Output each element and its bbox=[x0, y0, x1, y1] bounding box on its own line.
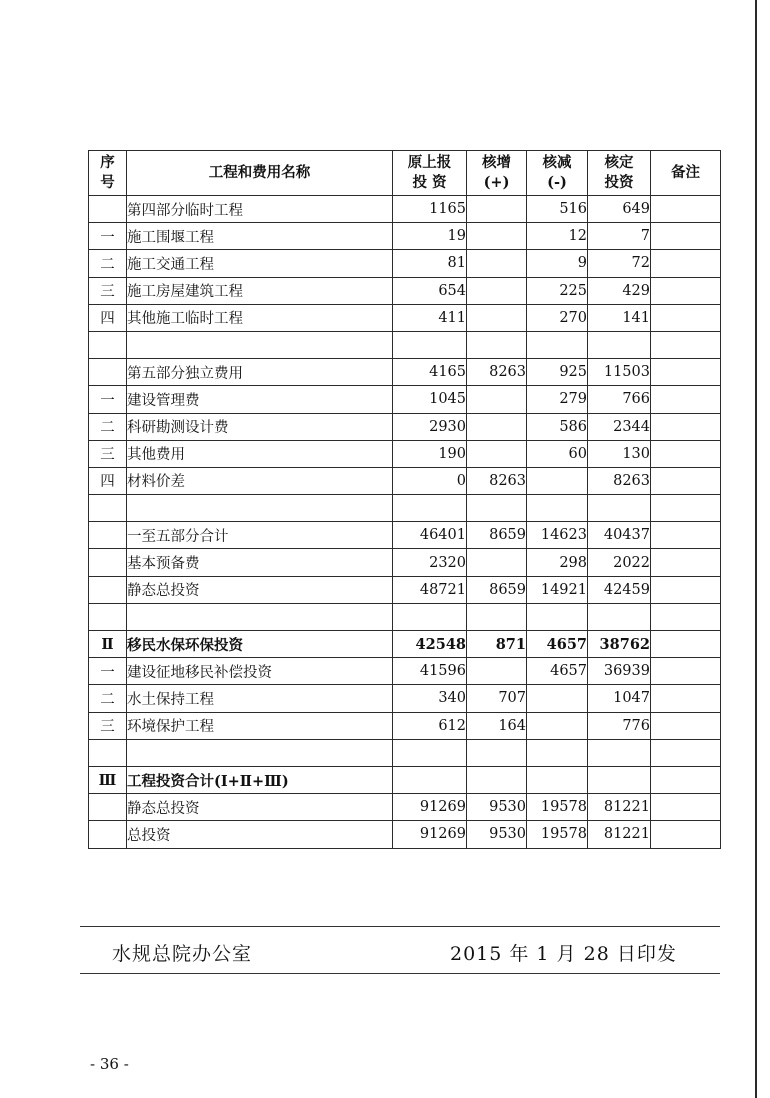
cell-approved: 2022 bbox=[588, 549, 651, 576]
table-row bbox=[89, 522, 721, 549]
cell-decrease: 516 bbox=[527, 196, 588, 223]
cell-increase: 8659 bbox=[467, 576, 527, 603]
cell-original: 2930 bbox=[393, 413, 467, 440]
cell-approved: 42459 bbox=[588, 576, 651, 603]
cell-no: 一 bbox=[89, 386, 127, 413]
table-row bbox=[89, 794, 721, 821]
table-row bbox=[89, 658, 721, 685]
cell-no: Ⅲ bbox=[89, 766, 127, 793]
cell-decrease: 925 bbox=[527, 359, 588, 386]
cell-approved: 776 bbox=[588, 712, 651, 739]
cell-original bbox=[393, 739, 467, 766]
cell-name: 静态总投资 bbox=[127, 576, 393, 603]
header-no: 序 号 bbox=[89, 151, 127, 196]
cell-increase bbox=[467, 766, 527, 793]
cell-no: Ⅱ bbox=[89, 631, 127, 658]
cell-decrease bbox=[527, 467, 588, 494]
table-row bbox=[89, 223, 721, 250]
cell-no bbox=[89, 495, 127, 522]
cell-no: 三 bbox=[89, 440, 127, 467]
cell-no: 二 bbox=[89, 685, 127, 712]
table-row bbox=[89, 467, 721, 494]
table-row bbox=[89, 603, 721, 630]
cell-name: 材料价差 bbox=[127, 467, 393, 494]
cell-name: 水土保持工程 bbox=[127, 685, 393, 712]
cell-increase bbox=[467, 413, 527, 440]
cell-no bbox=[89, 794, 127, 821]
cell-remark bbox=[651, 331, 721, 358]
table-row bbox=[89, 250, 721, 277]
cell-original: 91269 bbox=[393, 794, 467, 821]
cell-name: 科研勘测设计费 bbox=[127, 413, 393, 440]
cell-original: 411 bbox=[393, 304, 467, 331]
cell-increase bbox=[467, 549, 527, 576]
cell-approved: 81221 bbox=[588, 794, 651, 821]
cell-original: 19 bbox=[393, 223, 467, 250]
cell-no: 三 bbox=[89, 277, 127, 304]
header-original: 原上报 投 资 bbox=[393, 151, 467, 196]
cell-decrease: 4657 bbox=[527, 631, 588, 658]
cell-name: 施工围堰工程 bbox=[127, 223, 393, 250]
table-row bbox=[89, 277, 721, 304]
cell-approved: 130 bbox=[588, 440, 651, 467]
table-row bbox=[89, 712, 721, 739]
cell-approved: 8263 bbox=[588, 467, 651, 494]
cell-name: 其他费用 bbox=[127, 440, 393, 467]
cell-remark bbox=[651, 794, 721, 821]
header-remark: 备注 bbox=[651, 151, 721, 196]
cell-remark bbox=[651, 739, 721, 766]
cell-name: 静态总投资 bbox=[127, 794, 393, 821]
cell-increase: 8263 bbox=[467, 359, 527, 386]
cell-name: 施工房屋建筑工程 bbox=[127, 277, 393, 304]
cell-approved: 649 bbox=[588, 196, 651, 223]
cell-decrease: 19578 bbox=[527, 794, 588, 821]
cell-increase: 9530 bbox=[467, 794, 527, 821]
cell-no: 三 bbox=[89, 712, 127, 739]
cell-name bbox=[127, 739, 393, 766]
cell-remark bbox=[651, 821, 721, 848]
cell-increase: 871 bbox=[467, 631, 527, 658]
cell-decrease bbox=[527, 766, 588, 793]
cell-remark bbox=[651, 359, 721, 386]
cell-decrease: 279 bbox=[527, 386, 588, 413]
cell-name: 建设管理费 bbox=[127, 386, 393, 413]
cell-increase: 8263 bbox=[467, 467, 527, 494]
cell-approved: 7 bbox=[588, 223, 651, 250]
cell-decrease: 225 bbox=[527, 277, 588, 304]
cell-remark bbox=[651, 277, 721, 304]
cell-name: 总投资 bbox=[127, 821, 393, 848]
cell-approved bbox=[588, 739, 651, 766]
cell-name: 工程投资合计(Ⅰ+Ⅱ+Ⅲ) bbox=[127, 766, 393, 793]
cell-original: 1165 bbox=[393, 196, 467, 223]
cell-remark bbox=[651, 467, 721, 494]
cell-decrease: 12 bbox=[527, 223, 588, 250]
table-row bbox=[89, 739, 721, 766]
cell-original: 612 bbox=[393, 712, 467, 739]
investment-table bbox=[88, 150, 721, 849]
cell-decrease: 60 bbox=[527, 440, 588, 467]
cell-no: 一 bbox=[89, 223, 127, 250]
cell-increase bbox=[467, 603, 527, 630]
footer-issue-date: 2015 年 1 月 28 日印发 bbox=[450, 943, 677, 965]
cell-decrease: 298 bbox=[527, 549, 588, 576]
cell-approved: 11503 bbox=[588, 359, 651, 386]
cell-decrease: 586 bbox=[527, 413, 588, 440]
cell-name bbox=[127, 331, 393, 358]
cell-name: 施工交通工程 bbox=[127, 250, 393, 277]
cell-no bbox=[89, 331, 127, 358]
cell-increase bbox=[467, 739, 527, 766]
cell-original bbox=[393, 331, 467, 358]
header-approved: 核定 投资 bbox=[588, 151, 651, 196]
cell-decrease: 9 bbox=[527, 250, 588, 277]
cell-approved: 81221 bbox=[588, 821, 651, 848]
table-row bbox=[89, 549, 721, 576]
cell-decrease bbox=[527, 712, 588, 739]
cell-remark bbox=[651, 196, 721, 223]
cell-approved bbox=[588, 766, 651, 793]
cell-increase bbox=[467, 440, 527, 467]
cell-decrease bbox=[527, 331, 588, 358]
header-increase: 核增 (+) bbox=[467, 151, 527, 196]
cell-name: 建设征地移民补偿投资 bbox=[127, 658, 393, 685]
table-row bbox=[89, 304, 721, 331]
cell-no: 一 bbox=[89, 658, 127, 685]
header-decrease: 核减 (-) bbox=[527, 151, 588, 196]
cell-approved: 40437 bbox=[588, 522, 651, 549]
cell-original: 2320 bbox=[393, 549, 467, 576]
cell-approved: 1047 bbox=[588, 685, 651, 712]
cell-increase bbox=[467, 196, 527, 223]
cell-name: 一至五部分合计 bbox=[127, 522, 393, 549]
cell-original: 91269 bbox=[393, 821, 467, 848]
cell-decrease: 4657 bbox=[527, 658, 588, 685]
table-row bbox=[89, 495, 721, 522]
footer-bottom-rule bbox=[80, 973, 720, 974]
footer-office: 水规总院办公室 bbox=[112, 943, 253, 965]
cell-name bbox=[127, 603, 393, 630]
table-row bbox=[89, 413, 721, 440]
cell-original: 41596 bbox=[393, 658, 467, 685]
cell-remark bbox=[651, 631, 721, 658]
cell-approved: 38762 bbox=[588, 631, 651, 658]
cell-remark bbox=[651, 522, 721, 549]
cell-increase: 707 bbox=[467, 685, 527, 712]
cell-remark bbox=[651, 576, 721, 603]
cell-original: 0 bbox=[393, 467, 467, 494]
cell-increase: 8659 bbox=[467, 522, 527, 549]
cell-decrease: 14623 bbox=[527, 522, 588, 549]
cell-no bbox=[89, 522, 127, 549]
cell-original: 81 bbox=[393, 250, 467, 277]
cell-approved: 2344 bbox=[588, 413, 651, 440]
cell-increase bbox=[467, 223, 527, 250]
table-body bbox=[89, 196, 721, 849]
cell-increase bbox=[467, 495, 527, 522]
cell-remark bbox=[651, 250, 721, 277]
cell-decrease bbox=[527, 603, 588, 630]
table-row bbox=[89, 196, 721, 223]
cell-name bbox=[127, 495, 393, 522]
cell-decrease bbox=[527, 685, 588, 712]
cell-original: 190 bbox=[393, 440, 467, 467]
cell-remark bbox=[651, 386, 721, 413]
cell-original: 654 bbox=[393, 277, 467, 304]
cell-original: 46401 bbox=[393, 522, 467, 549]
cell-no: 四 bbox=[89, 304, 127, 331]
cell-no bbox=[89, 576, 127, 603]
cell-original bbox=[393, 495, 467, 522]
cell-name: 移民水保环保投资 bbox=[127, 631, 393, 658]
cell-approved: 141 bbox=[588, 304, 651, 331]
cell-decrease bbox=[527, 739, 588, 766]
cell-no bbox=[89, 821, 127, 848]
cell-decrease: 270 bbox=[527, 304, 588, 331]
cell-approved: 72 bbox=[588, 250, 651, 277]
cell-approved: 36939 bbox=[588, 658, 651, 685]
cell-original bbox=[393, 603, 467, 630]
page-number: - 36 - bbox=[90, 1055, 129, 1073]
cell-remark bbox=[651, 495, 721, 522]
table-row bbox=[89, 386, 721, 413]
cell-increase bbox=[467, 304, 527, 331]
cell-remark bbox=[651, 223, 721, 250]
cell-original: 4165 bbox=[393, 359, 467, 386]
cell-remark bbox=[651, 603, 721, 630]
cell-increase bbox=[467, 386, 527, 413]
cell-increase: 164 bbox=[467, 712, 527, 739]
cell-original bbox=[393, 766, 467, 793]
table-row bbox=[89, 631, 721, 658]
table-row bbox=[89, 766, 721, 793]
table-header-row bbox=[89, 151, 721, 196]
cell-remark bbox=[651, 413, 721, 440]
cell-increase: 9530 bbox=[467, 821, 527, 848]
cell-no bbox=[89, 739, 127, 766]
cell-name: 第五部分独立费用 bbox=[127, 359, 393, 386]
cell-remark bbox=[651, 712, 721, 739]
cell-approved bbox=[588, 495, 651, 522]
table-row bbox=[89, 576, 721, 603]
table-row bbox=[89, 821, 721, 848]
cell-name: 其他施工临时工程 bbox=[127, 304, 393, 331]
footer-top-rule bbox=[80, 926, 720, 927]
cell-remark bbox=[651, 304, 721, 331]
cell-no bbox=[89, 196, 127, 223]
table-row bbox=[89, 331, 721, 358]
cell-approved: 766 bbox=[588, 386, 651, 413]
cell-decrease bbox=[527, 495, 588, 522]
cell-no bbox=[89, 359, 127, 386]
table-row bbox=[89, 359, 721, 386]
page-edge-line bbox=[755, 0, 757, 1098]
cell-remark bbox=[651, 549, 721, 576]
cell-remark bbox=[651, 766, 721, 793]
cell-no bbox=[89, 549, 127, 576]
header-name: 工程和费用名称 bbox=[127, 151, 393, 196]
cell-approved bbox=[588, 331, 651, 358]
table-row bbox=[89, 685, 721, 712]
cell-approved: 429 bbox=[588, 277, 651, 304]
cell-name: 第四部分临时工程 bbox=[127, 196, 393, 223]
cell-name: 环境保护工程 bbox=[127, 712, 393, 739]
cell-no: 二 bbox=[89, 250, 127, 277]
cell-no: 二 bbox=[89, 413, 127, 440]
cell-remark bbox=[651, 685, 721, 712]
cell-increase bbox=[467, 250, 527, 277]
cell-remark bbox=[651, 658, 721, 685]
table-row bbox=[89, 440, 721, 467]
cell-name: 基本预备费 bbox=[127, 549, 393, 576]
cell-no: 四 bbox=[89, 467, 127, 494]
cell-original: 1045 bbox=[393, 386, 467, 413]
cell-original: 340 bbox=[393, 685, 467, 712]
cell-decrease: 14921 bbox=[527, 576, 588, 603]
cell-original: 42548 bbox=[393, 631, 467, 658]
cell-remark bbox=[651, 440, 721, 467]
cell-increase bbox=[467, 331, 527, 358]
cell-original: 48721 bbox=[393, 576, 467, 603]
cell-decrease: 19578 bbox=[527, 821, 588, 848]
cell-increase bbox=[467, 658, 527, 685]
cell-no bbox=[89, 603, 127, 630]
cell-increase bbox=[467, 277, 527, 304]
cell-approved bbox=[588, 603, 651, 630]
